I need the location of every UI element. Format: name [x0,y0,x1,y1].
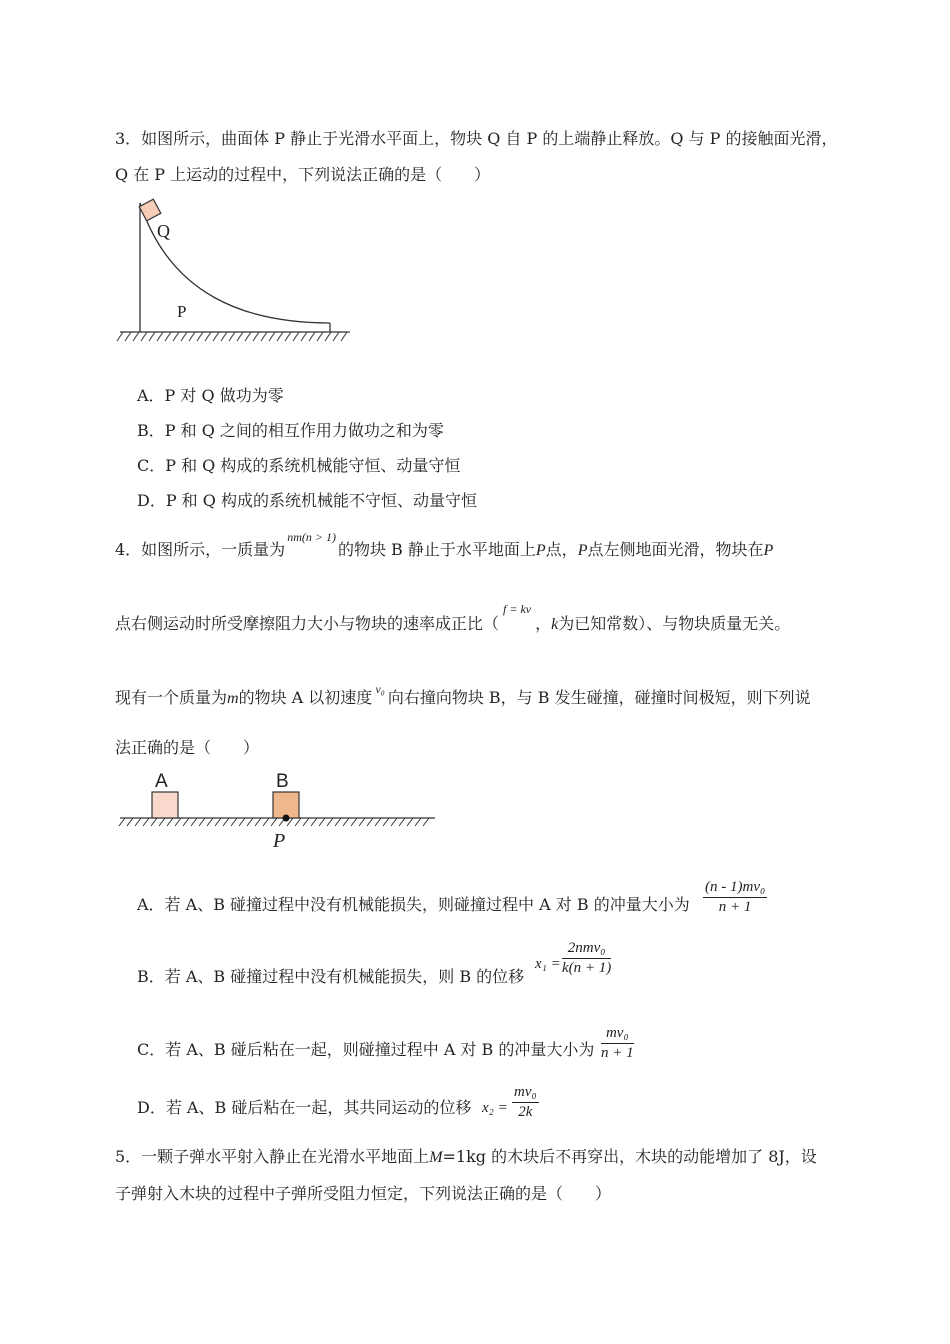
q3-option-b: B．P 和 Q 之间的相互作用力做功之和为零 [137,421,444,440]
q4-option-b-lhs: x₁ = [535,956,561,972]
fraction-numerator: mv₀ [601,1025,634,1044]
q4-var-p: P [763,542,774,559]
block-a [152,792,178,818]
q4-option-d-fraction [512,1084,539,1121]
q4-stem-line2 [115,602,791,635]
q5-stem-line1 [115,1147,817,1168]
q4-text: 4．如图所示，一质量为 [115,540,286,559]
q4-stem-line4: 法正确的是（ ） [115,738,260,757]
q4-text: 现有一个质量为 [115,688,228,707]
q4-text: 点右侧运动时所受摩擦阻力大小与物块的速率成正比（ [115,614,500,633]
q4-option-c: C．若 A、B 碰后粘在一起，则碰撞过程中 A 对 B 的冲量大小为 [137,1040,595,1059]
label-b: B [276,771,289,792]
q4-var-v0: v₀ [375,682,385,696]
fraction-numerator: (n - 1)mv₀ [703,879,767,898]
block-q [139,199,161,221]
q4-var-m: m [227,690,239,707]
q4-formula-mass: nm(n > 1) [287,530,336,544]
q3-option-c: C．P 和 Q 构成的系统机械能守恒、动量守恒 [137,456,461,475]
q5-text: =1kg 的木块后不再穿出，木块的动能增加了 8J，设 [442,1147,817,1166]
q4-option-b-fraction [562,940,611,977]
label-q: Q [157,221,170,241]
q4-text: 为已知常数）、与物块质量无关。 [558,614,791,633]
label-p: P [273,830,286,852]
q4-text: 点， [545,540,578,559]
q4-text: ， [535,614,552,633]
q4-option-b: B．若 A、B 碰撞过程中没有机械能损失，则 B 的位移 [137,967,525,986]
q4-var-p: P [577,542,588,559]
q4-option-d-lhs: x₂ = [482,1100,508,1116]
q3-option-a: A．P 对 Q 做功为零 [137,386,284,405]
q4-option-a: A．若 A、B 碰撞过程中没有机械能损失，则碰撞过程中 A 对 B 的冲量大小为 [137,895,690,914]
point-p [283,815,290,822]
q4-text: 的物块 B 静止于水平地面上 [337,540,536,559]
label-a: A [155,771,168,792]
q5-stem-line2: 子弹射入木块的过程中子弹所受阻力恒定，下列说法正确的是（ ） [115,1184,612,1203]
fraction-denominator: 2k [518,1104,533,1120]
q4-text: 点左侧地面光滑，物块在 [587,540,764,559]
label-p: P [177,302,187,321]
q4-text: 的物块 A 以初速度 [238,688,373,707]
q4-var-p: P [535,542,546,559]
q5-text: 5．一颗子弹水平射入静止在光滑水平地面上 [115,1147,430,1166]
fraction-numerator: mv₀ [512,1084,539,1103]
block-b [273,792,299,818]
q5-var-m: M [429,1149,443,1166]
q4-var-k: k [551,616,559,633]
q3-figure-curved-block [115,195,355,345]
q3-stem-line2: Q 在 P 上运动的过程中，下列说法正确的是（ ） [115,165,491,184]
q3-stem-line1: 3．如图所示，曲面体 P 静止于光滑水平面上，物块 Q 自 P 的上端静止释放。Q 与 P 的接触面光滑， [115,129,838,148]
fraction-denominator: n + 1 [601,1045,634,1061]
q4-option-c-fraction [601,1025,634,1062]
q4-text: 向右撞向物块 B，与 B 发生碰撞，碰撞时间极短，则下列说 [387,688,811,707]
q4-formula-friction: f = kv [503,602,532,616]
q4-stem-line3 [115,682,811,709]
q3-option-d: D．P 和 Q 构成的系统机械能不守恒、动量守恒 [137,491,477,510]
q4-figure-blocks [115,765,440,855]
q4-option-d: D．若 A、B 碰后粘在一起，其共同运动的位移 [137,1098,472,1117]
fraction-denominator: k(n + 1) [562,960,612,976]
fraction-denominator: n + 1 [718,899,752,915]
fraction-numerator: 2nmv₀ [562,940,611,959]
q4-option-a-fraction [703,879,767,916]
q4-stem-line1 [115,530,774,561]
